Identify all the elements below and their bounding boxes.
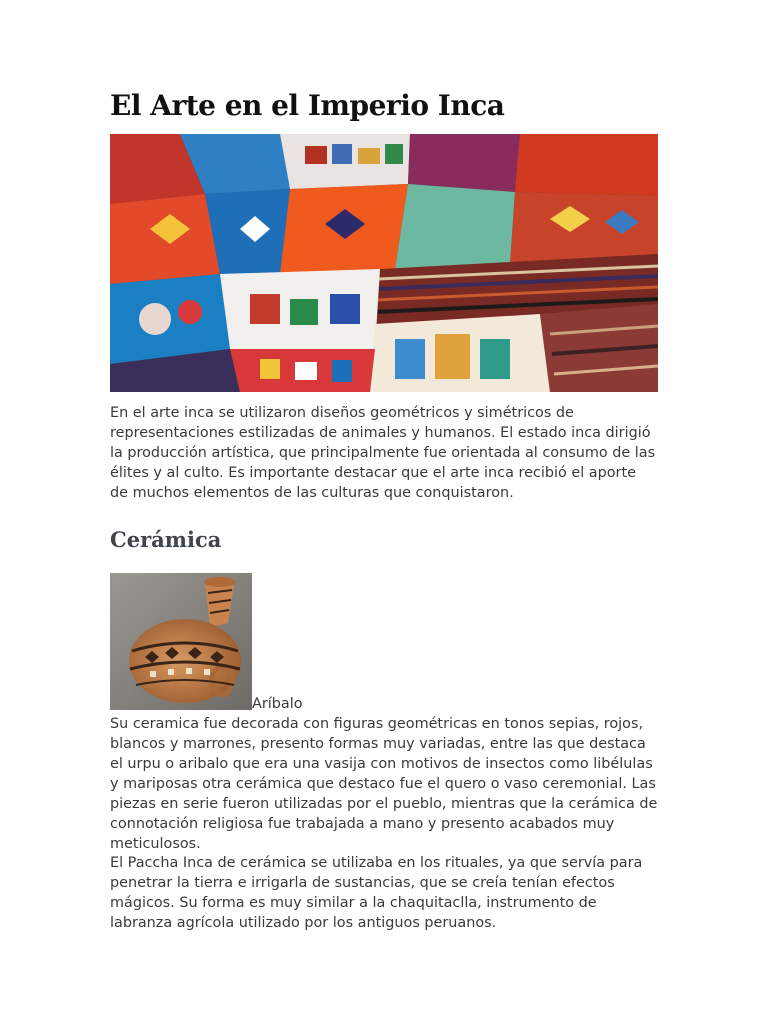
aribalo-image [110,573,252,710]
ceramica-paragraph-2: El Paccha Inca de cerámica se utilizaba en los rituales, ya que servía para penetrar la tierra e irrigarla de sustancias, que se creía tenían efectos mágicos. Su forma es muy similar a la chaquitaclla, instrumento de labranza agrícola utilizado por los antiguos peruanos. [110,855,643,931]
intro-paragraph: En el arte inca se utilizaron diseños geométricos y simétricos de representaciones estilizadas de animales y humanos. El estado inca dirigió la producción artística, que principalmente fue orientada al consumo de las élites y al culto. Es importante destacar que el arte inca recibió el aporte de muchos elementos de las culturas que conquistaron. [110,405,656,501]
image-caption: Aríbalo [252,696,303,712]
aribalo-illustration [110,573,252,710]
textiles-illustration [110,134,658,392]
hero-image [110,134,658,392]
page-title: El Arte en el Imperio Inca [110,89,505,122]
section-heading-ceramica: Cerámica [110,527,222,552]
ceramica-paragraph-1: Su ceramica fue decorada con figuras geométricas en tonos sepias, rojos, blancos y marrones, presento formas muy variadas, entre las que destaca el urpu o aribalo que era una vasija con motivos de insectos como libélulas y mariposas otra cerámica que destaco fue el quero o vaso ceremonial. Las piezas en serie fueron utilizadas por el pueblo, mientras que la cerámica de connotación religiosa fue trabajada a mano y presento acabados muy meticulosos. [110,716,658,852]
